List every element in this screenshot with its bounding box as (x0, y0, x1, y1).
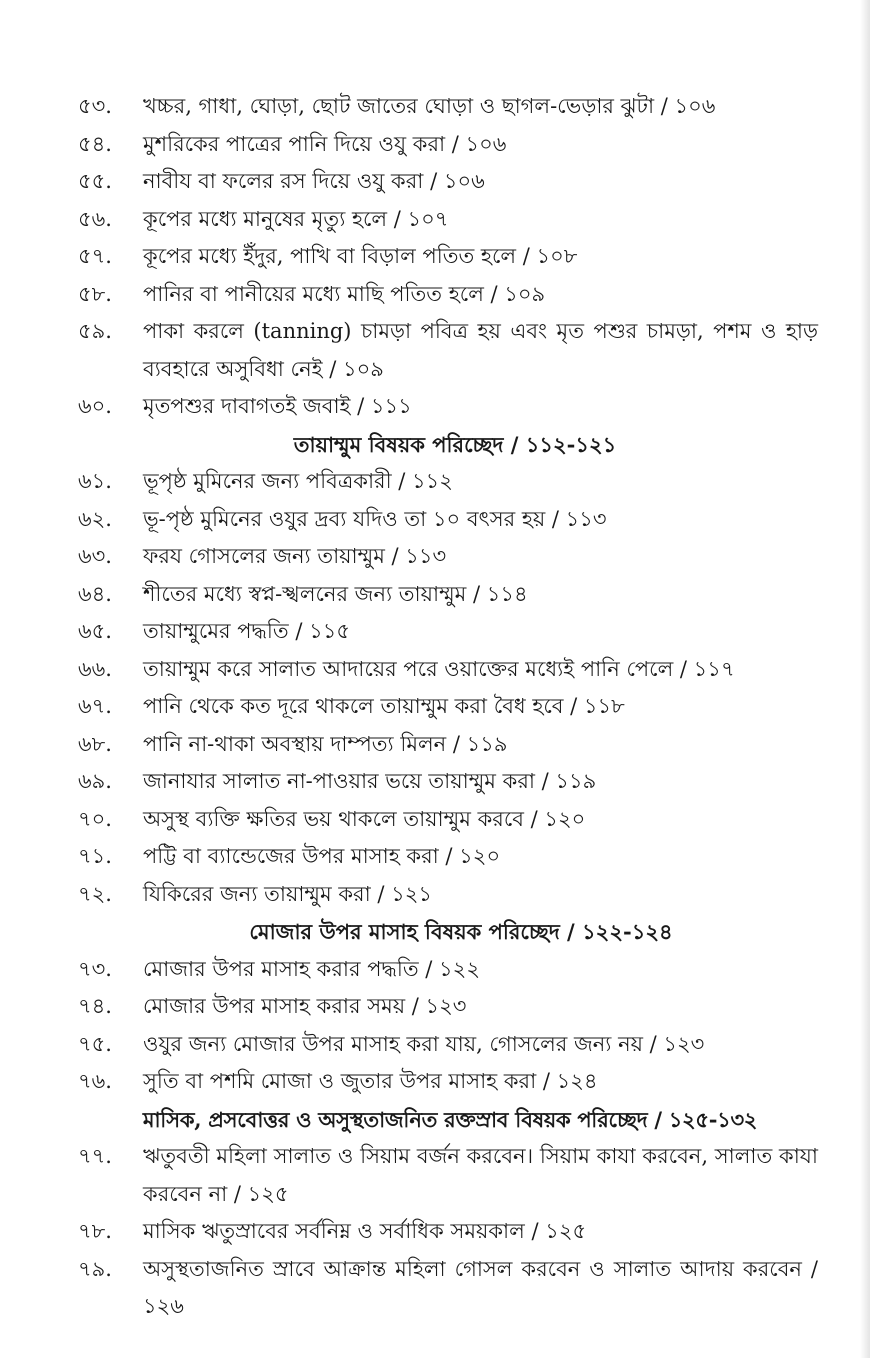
list-item (0, 238, 870, 276)
list-item (0, 313, 870, 388)
list-item (0, 1138, 870, 1213)
item-number: ৭১. (78, 844, 112, 868)
item-text: তায়াম্মুম করে সালাত আদায়ের পরে ওয়াক্তের মধ্যেই পানি পেলে / ১১৭ (143, 656, 735, 681)
item-number: ৭৩. (78, 956, 112, 981)
item-number: ৫৩. (78, 94, 112, 118)
page-edge-shadow (860, 0, 870, 1358)
list-item (0, 201, 870, 239)
list-item (0, 276, 870, 314)
item-text: অসুস্থ ব্যক্তি ক্ষতির ভয় থাকলে তায়াম্মুম করবে / ১২০ (143, 806, 586, 831)
list-item (0, 538, 870, 576)
list-item (0, 463, 870, 501)
item-number: ৭৭. (78, 1144, 112, 1168)
item-text: খচ্চর, গাধা, ঘোড়া, ছোট জাতের ঘোড়া ও ছাগল-ভেড়ার ঝুটা / ১০৬ (143, 94, 716, 118)
list-item (0, 388, 870, 426)
item-text: ঋতুবতী মহিলা সালাত ও সিয়াম বর্জন করবেন। সিয়াম কাযা করবেন, সালাত কাযা করবেন না / ১২৫ (143, 1144, 818, 1206)
list-item (0, 163, 870, 201)
list-item (0, 951, 870, 989)
item-number: ৬২. (78, 506, 112, 531)
item-number: ৬৪. (78, 581, 112, 606)
list-item (0, 688, 870, 726)
item-text: ফরয গোসলের জন্য তায়াম্মুম / ১১৩ (143, 544, 447, 568)
list-item (0, 1251, 870, 1326)
list-item (0, 501, 870, 539)
list-item (0, 876, 870, 914)
item-number: ৬০. (78, 394, 112, 418)
item-text: পাকা করলে (tanning) চামড়া পবিত্র হয় এবং মৃত পশুর চামড়া, পশম ও হাড় ব্যবহারে অসুবিধা নেই / ১০৯ (143, 319, 818, 381)
item-text: পানি থেকে কত দূরে থাকলে তায়াম্মুম করা বৈধ হবে / ১১৮ (143, 694, 625, 718)
item-number: ৫৬. (78, 206, 112, 231)
item-text: অসুস্থতাজনিত স্রাবে আক্রান্ত মহিলা গোসল করবেন ও সালাত আদায় করবেন / ১২৬ (143, 1256, 818, 1318)
item-text: কূপের মধ্যে ইঁদুর, পাখি বা বিড়াল পতিত হলে / ১০৮ (143, 244, 578, 268)
item-number: ৬৮. (78, 731, 112, 756)
item-text: কূপের মধ্যে মানুষের মৃত্যু হলে / ১০৭ (143, 206, 449, 231)
item-number: ৬১. (78, 469, 112, 493)
item-text: মাসিক ঋতুস্রাবের সর্বনিম্ন ও সর্বাধিক সময়কাল / ১২৫ (143, 1219, 587, 1243)
item-number: ৬৭. (78, 694, 112, 718)
item-number: ৭০. (78, 806, 112, 831)
item-text: যিকিরের জন্য তায়াম্মুম করা / ১২১ (143, 881, 433, 906)
list-item (0, 1063, 870, 1101)
list-item (0, 838, 870, 876)
item-text: পট্টি বা ব্যান্ডেজের উপর মাসাহ করা / ১২০ (143, 844, 501, 868)
item-text: পানি না-থাকা অবস্থায় দাম্পত্য মিলন / ১১৯ (143, 731, 508, 756)
item-number: ৫৪. (78, 131, 112, 156)
section-heading-tayammum: তায়াম্মুম বিষয়ক পরিচ্ছেদ / ১১২-১২১ (293, 431, 617, 457)
list-item (0, 763, 870, 801)
item-number: ৫৯. (78, 319, 112, 343)
list-item (0, 988, 870, 1026)
section-heading-bleeding: মাসিক, প্রসবোত্তর ও অসুস্থতাজনিত রক্তস্রাব বিষয়ক পরিচ্ছেদ / ১২৫-১৩২ (142, 1106, 758, 1132)
item-number: ৭২. (78, 881, 112, 906)
item-number: ৭৬. (78, 1069, 112, 1093)
list-item (0, 726, 870, 764)
item-text: নাবীয বা ফলের রস দিয়ে ওযু করা / ১০৬ (143, 169, 485, 193)
item-number: ৬৩. (78, 544, 112, 568)
item-text: জানাযার সালাত না-পাওয়ার ভয়ে তায়াম্মুম করা / ১১৯ (143, 769, 597, 793)
item-text: সুতি বা পশমি মোজা ও জুতার উপর মাসাহ করা / ১২৪ (143, 1069, 598, 1093)
list-item (0, 613, 870, 651)
item-number: ৭৪. (78, 994, 112, 1018)
list-item (0, 801, 870, 839)
item-number: ৫৭. (78, 244, 112, 268)
item-number: ৭৮. (78, 1219, 112, 1243)
item-text: ভূ-পৃষ্ঠ মুমিনের ওযুর দ্রব্য যদিও তা ১০ বৎসর হয় / ১১৩ (143, 506, 607, 531)
list-item (0, 651, 870, 689)
item-text: পানির বা পানীয়ের মধ্যে মাছি পতিত হলে / ১০৯ (143, 281, 546, 306)
item-number: ৫৮. (78, 281, 112, 306)
list-item (0, 1213, 870, 1251)
item-text: মুশরিকের পাত্রের পানি দিয়ে ওযু করা / ১০৬ (143, 131, 507, 156)
section-heading-mojah: মোজার উপর মাসাহ বিষয়ক পরিচ্ছেদ / ১২২-১২৪ (249, 919, 673, 944)
list-item (0, 88, 870, 126)
item-text: শীতের মধ্যে স্বপ্ন-স্খলনের জন্য তায়াম্মুম / ১১৪ (143, 581, 528, 606)
item-text: ভূপৃষ্ঠ মুমিনের জন্য পবিত্রকারী / ১১২ (143, 469, 453, 493)
item-text: মৃতপশুর দাবাগতই জবাই / ১১১ (143, 394, 412, 418)
list-item (0, 126, 870, 164)
item-text: ওযুর জন্য মোজার উপর মাসাহ করা যায়, গোসলের জন্য নয় / ১২৩ (143, 1031, 705, 1056)
item-number: ৬৫. (78, 619, 112, 643)
item-number: ৬৯. (78, 769, 112, 793)
item-number: ৭৯. (78, 1256, 112, 1281)
item-text: মোজার উপর মাসাহ করার পদ্ধতি / ১২২ (143, 956, 480, 981)
item-number: ৫৫. (78, 169, 112, 193)
item-number: ৬৬. (78, 656, 112, 681)
item-text: মোজার উপর মাসাহ করার সময় / ১২৩ (143, 994, 467, 1018)
item-text: তায়াম্মুমের পদ্ধতি / ১১৫ (143, 619, 350, 643)
item-number: ৭৫. (78, 1031, 112, 1056)
table-of-contents (0, 88, 870, 1326)
list-item (0, 1026, 870, 1064)
list-item (0, 576, 870, 614)
